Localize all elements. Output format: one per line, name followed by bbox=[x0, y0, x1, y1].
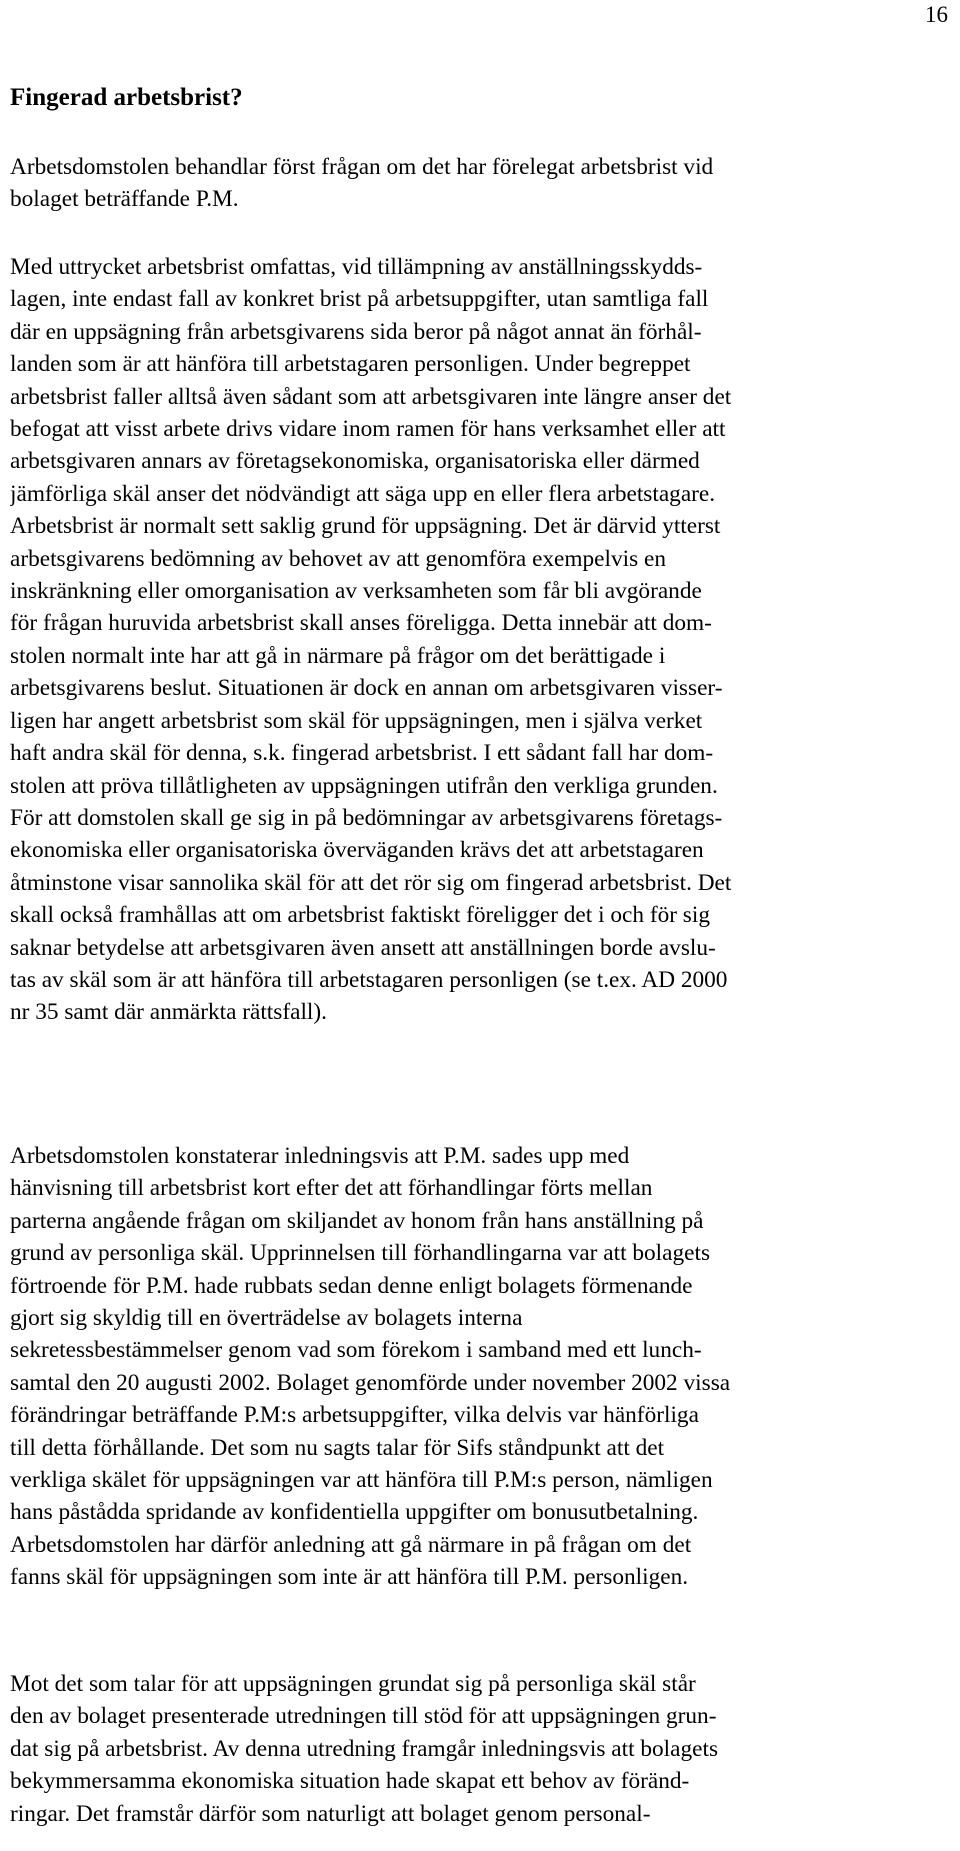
text-line: förändringar beträffande P.M:s arbetsuppgifter, vilka delvis var hänförliga bbox=[10, 1402, 699, 1429]
paragraph-2 bbox=[10, 251, 960, 1029]
text-line: verkliga skälet för uppsägningen var att hänföra till P.M:s person, nämligen bbox=[10, 1467, 713, 1494]
text-line: haft andra skäl för denna, s.k. fingerad arbetsbrist. I ett sådant fall har dom- bbox=[10, 740, 714, 767]
text-line: hans påstådda spridande av konfidentiella uppgifter om bonusutbetalning. bbox=[10, 1499, 699, 1526]
paragraph-3 bbox=[10, 1140, 960, 1594]
text-line: inskränkning eller omorganisation av verksamheten som får bli avgörande bbox=[10, 578, 702, 605]
text-line: bekymmersamma ekonomiska situation hade skapat ett behov av föränd- bbox=[10, 1768, 690, 1795]
text-line: jämförliga skäl anser det nödvändigt att säga upp en eller flera arbetstagare. bbox=[10, 480, 716, 507]
text-line: Arbetsbrist är normalt sett saklig grund för uppsägning. Det är därvid ytterst bbox=[10, 513, 721, 540]
text-line: lagen, inte endast fall av konkret brist på arbetsuppgifter, utan samtliga fall bbox=[10, 286, 709, 313]
text-line: bolaget beträffande P.M. bbox=[10, 186, 239, 213]
text-line: arbetsgivarens bedömning av behovet av att genomföra exempelvis en bbox=[10, 545, 666, 572]
text-line: stolen normalt inte har att gå in närmare på frågor om det berättigade i bbox=[10, 642, 666, 669]
text-line: förtroende för P.M. hade rubbats sedan denne enligt bolagets förmenande bbox=[10, 1272, 693, 1299]
text-line: till detta förhållande. Det som nu sagts talar för Sifs ståndpunkt att det bbox=[10, 1434, 665, 1461]
section-heading: Fingerad arbetsbrist? bbox=[10, 84, 243, 111]
text-line: dat sig på arbetsbrist. Av denna utredning framgår inledningsvis att bolagets bbox=[10, 1735, 719, 1762]
text-line: fanns skäl för uppsägningen som inte är att hänföra till P.M. personligen. bbox=[10, 1564, 689, 1591]
text-line: stolen att pröva tillåtligheten av uppsägningen utifrån den verkliga grunden. bbox=[10, 772, 718, 799]
text-line: tas av skäl som är att hänföra till arbetstagaren personligen (se t.ex. AD 2000 bbox=[10, 966, 728, 993]
text-line: arbetsbrist faller alltså även sådant som att arbetsgivaren inte längre anser det bbox=[10, 383, 732, 410]
text-line: ringar. Det framstår därför som naturligt att bolaget genom personal- bbox=[10, 1800, 651, 1827]
page-number: 16 bbox=[925, 2, 948, 27]
text-line: Arbetsdomstolen har därför anledning att gå närmare in på frågan om det bbox=[10, 1531, 692, 1558]
text-line: För att domstolen skall ge sig in på bedömningar av arbetsgivarens företags- bbox=[10, 804, 723, 831]
text-line: den av bolaget presenterade utredningen till stöd för att uppsägningen grun- bbox=[10, 1703, 717, 1730]
text-line: Mot det som talar för att uppsägningen grundat sig på personliga skäl står bbox=[10, 1671, 696, 1697]
text-line: för frågan huruvida arbetsbrist skall anses föreligga. Detta innebär att dom- bbox=[10, 610, 712, 637]
text-line: gjort sig skyldig till en överträdelse av bolagets interna bbox=[10, 1305, 523, 1332]
text-line: arbetsgivaren annars av företagsekonomiska, organisatoriska eller därmed bbox=[10, 448, 700, 475]
text-line: Arbetsdomstolen behandlar först frågan om det har förelegat arbetsbrist vid bbox=[10, 154, 714, 180]
text-line: Med uttrycket arbetsbrist omfattas, vid tillämpning av anställningsskydds- bbox=[10, 254, 703, 280]
text-line: samtal den 20 augusti 2002. Bolaget genomförde under november 2002 vissa bbox=[10, 1369, 731, 1396]
text-line: Arbetsdomstolen konstaterar inledningsvis att P.M. sades upp med bbox=[10, 1143, 630, 1169]
text-line: befogat att visst arbete drivs vidare inom ramen för hans verksamhet eller att bbox=[10, 416, 726, 443]
text-line: grund av personliga skäl. Upprinnelsen till förhandlingarna var att bolagets bbox=[10, 1240, 711, 1267]
text-line: sekretessbestämmelser genom vad som förekom i samband med ett lunch- bbox=[10, 1337, 702, 1364]
text-line: där en uppsägning från arbetsgivarens sida beror på något annat än förhål- bbox=[10, 318, 702, 345]
text-line: åtminstone visar sannolika skäl för att det rör sig om fingerad arbetsbrist. Det bbox=[10, 869, 732, 896]
text-line: arbetsgivarens beslut. Situationen är dock en annan om arbetsgivaren visser- bbox=[10, 675, 723, 702]
paragraph-4 bbox=[10, 1668, 960, 1830]
text-line: skall också framhållas att om arbetsbrist faktiskt föreligger det i och för sig bbox=[10, 902, 710, 929]
text-line: hänvisning till arbetsbrist kort efter det att förhandlingar förts mellan bbox=[10, 1175, 653, 1202]
text-line: parterna angående frågan om skiljandet av honom från hans anställning på bbox=[10, 1207, 704, 1234]
text-line: ligen har angett arbetsbrist som skäl för uppsägningen, men i själva verket bbox=[10, 707, 703, 734]
text-line: ekonomiska eller organisatoriska överväganden krävs det att arbetstagaren bbox=[10, 837, 704, 864]
text-line: landen som är att hänföra till arbetstagaren personligen. Under begreppet bbox=[10, 351, 691, 378]
paragraph-1 bbox=[10, 151, 960, 216]
text-line: saknar betydelse att arbetsgivaren även ansett att anställningen borde avslu- bbox=[10, 934, 716, 961]
text-line: nr 35 samt där anmärkta rättsfall). bbox=[10, 999, 327, 1026]
